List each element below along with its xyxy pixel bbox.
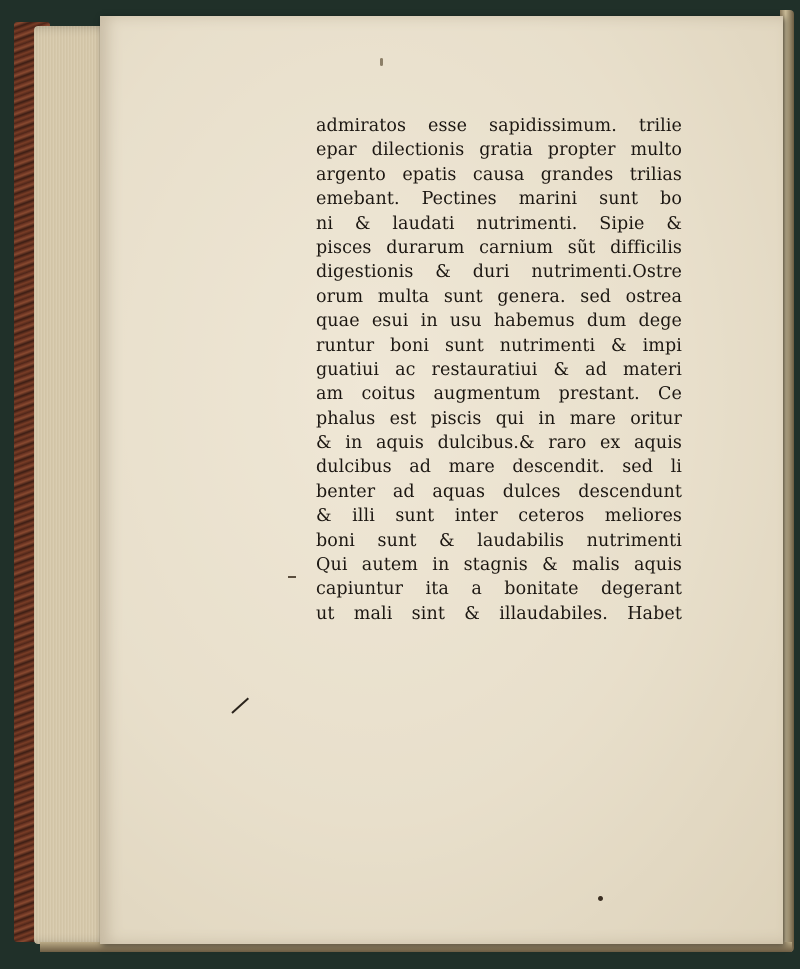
- text-line: ut mali sint & illaudabiles. Habet: [316, 603, 682, 624]
- text-line: admiratos esse sapidissimum. trilie: [316, 116, 682, 136]
- text-line: am coitus augmentum prestant. Ce: [316, 384, 682, 405]
- text-line: emebant. Pectines marini sunt bo: [316, 189, 682, 210]
- text-line: orum multa sunt genera. sed ostrea: [316, 286, 682, 307]
- text-line: Qui autem in stagnis & malis aquis: [316, 555, 682, 576]
- text-line: phalus est piscis qui in mare oritur: [316, 408, 682, 429]
- text-line: dulcibus ad mare descendit. sed li: [316, 457, 682, 478]
- ink-dot: [598, 896, 603, 901]
- text-line: guatiui ac restauratiui & ad materi: [316, 359, 682, 380]
- text-line: benter ad aquas dulces descendunt: [316, 481, 682, 502]
- text-line: boni sunt & laudabilis nutrimenti: [316, 530, 682, 551]
- text-line: epar dilectionis gratia propter multo: [316, 140, 682, 161]
- text-line: & illi sunt inter ceteros meliores: [316, 506, 682, 527]
- text-line: digestionis & duri nutrimenti.Ostre: [316, 262, 682, 283]
- text-line: pisces durarum carnium sũt difficilis: [316, 237, 682, 258]
- margin-dash-mark: [288, 576, 296, 578]
- paper-speck: [380, 58, 383, 66]
- text-line: runtur boni sunt nutrimenti & impi: [316, 335, 682, 356]
- text-column: [316, 114, 682, 626]
- text-line: & in aquis dulcibus.& raro ex aquis: [316, 433, 682, 454]
- text-line: ni & laudati nutrimenti. Sipie &: [316, 213, 682, 234]
- text-line: argento epatis causa grandes trilias: [316, 164, 682, 185]
- text-line: quae esui in usu habemus dum dege: [316, 311, 682, 332]
- text-line: capiuntur ita a bonitate degerant: [316, 579, 682, 600]
